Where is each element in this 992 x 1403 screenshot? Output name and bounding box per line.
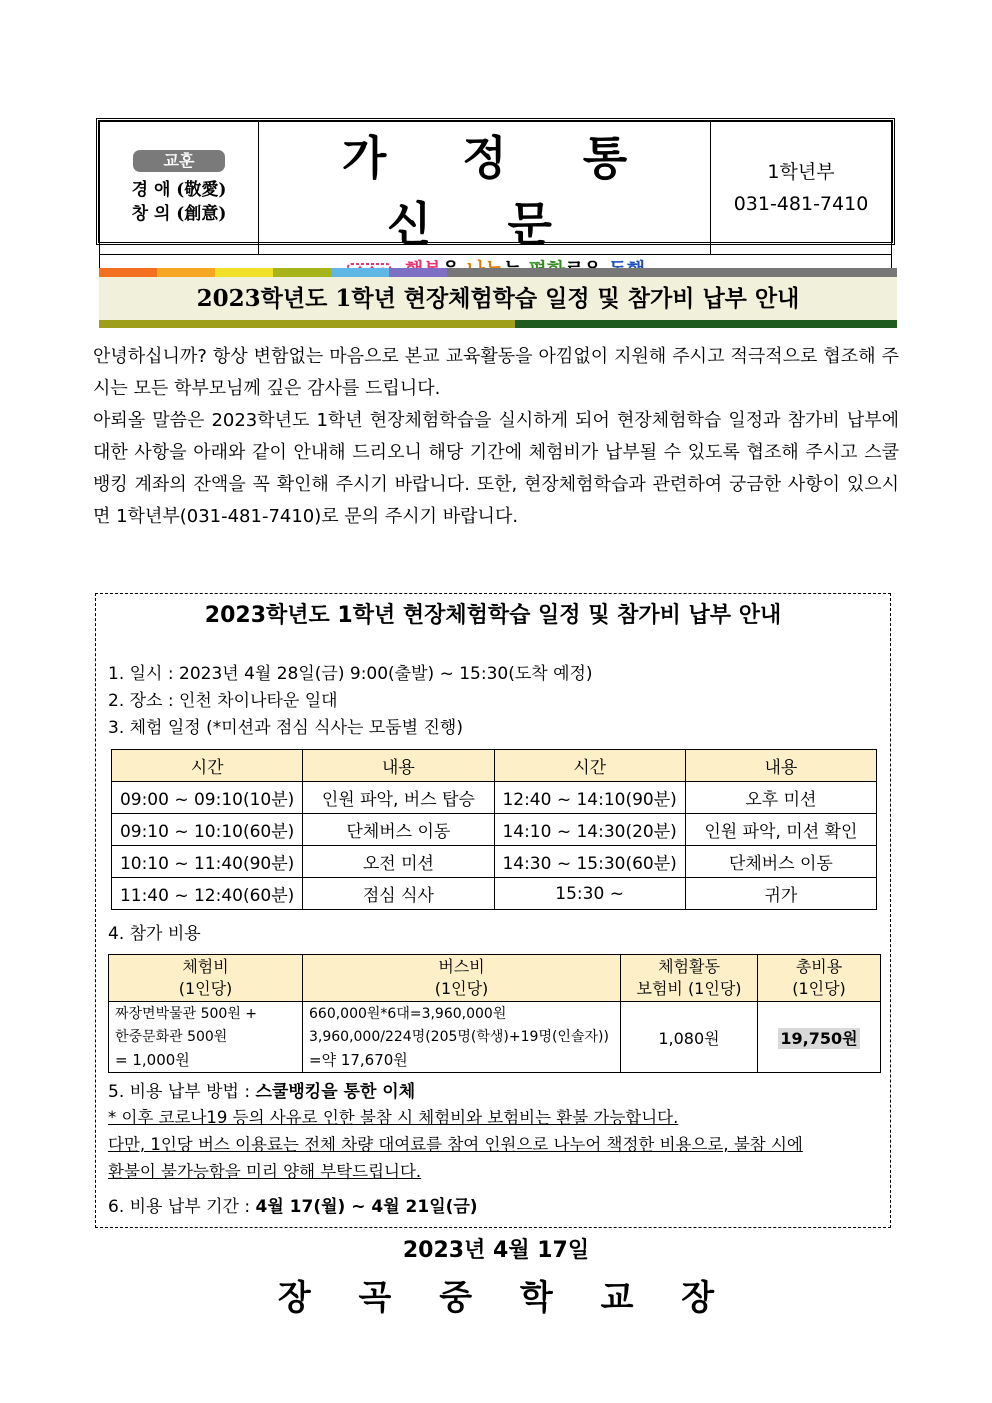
cost-header-experience: [109, 955, 303, 1002]
cost-header-line: 총비용: [795, 957, 843, 976]
table-row: [112, 878, 877, 910]
schedule-cell: 14:30 ~ 15:30(60분): [494, 846, 685, 878]
cost-header-line: 체험활동: [658, 957, 720, 976]
cost-header-bus: [303, 955, 621, 1002]
banner-stripe-segment: [99, 320, 515, 328]
schedule-header-row: [112, 750, 877, 782]
schedule-cell: 점심 식사: [303, 878, 494, 910]
table-row: [112, 782, 877, 814]
banner-stripe-segment: [447, 268, 897, 277]
item-payment-period: [108, 1194, 478, 1220]
item-place: 2. 장소 : 인천 차이나타운 일대: [108, 691, 338, 711]
cost-header-line: (1인당): [434, 979, 489, 998]
item-date: 1. 일시 : 2023년 4월 28일(금) 9:00(출발) ~ 15:30(도착 예정): [108, 664, 593, 684]
bus-fee-note-line-1: 다만, 1인당 버스 이용료는 전체 차량 대여료를 참여 인원으로 나누어 책정한 비용으로, 불참 시에: [108, 1135, 803, 1154]
item-bold: 스쿨뱅킹을 통한 이체: [255, 1082, 416, 1102]
banner-stripe-segment: [215, 268, 273, 277]
cost-header-row: [109, 955, 881, 1002]
dept-name: 1학년부: [767, 161, 835, 183]
cost-header-line: 보험비 (1인당): [636, 979, 742, 998]
cost-header-total: [758, 955, 881, 1002]
schedule-header: 내용: [685, 750, 876, 782]
motto-cell: [100, 122, 259, 255]
cost-bus-cell: [303, 1002, 621, 1073]
item-prefix: 5. 비용 납부 방법 :: [108, 1082, 256, 1102]
banner-stripe-segment: [331, 268, 389, 277]
cost-header-insurance: [621, 955, 758, 1002]
schedule-cell: 오후 미션: [685, 782, 876, 814]
schedule-cell: 인원 파악, 미션 확인: [685, 814, 876, 846]
page-title: 가 정 통 신 문: [341, 131, 658, 251]
cost-header-line: 버스비: [438, 957, 485, 976]
schedule-table: [111, 749, 877, 910]
cost-line: =약 17,670원: [309, 1050, 408, 1069]
cost-header-line: (1인당): [792, 979, 846, 998]
banner-stripe-segment: [389, 268, 447, 277]
banner-title: 2023학년도 1학년 현장체험학습 일정 및 참가비 납부 안내: [99, 277, 897, 320]
cost-header-line: 체험비: [182, 957, 229, 976]
cost-line: 짜장면박물관 500원 +: [115, 1005, 258, 1022]
title-banner: [99, 268, 897, 330]
item-bold: 4월 17(월) ~ 4월 21일(금): [255, 1197, 478, 1217]
dept-phone: 031-481-7410: [733, 193, 869, 215]
table-row: [109, 1002, 881, 1073]
table-row: [112, 846, 877, 878]
cost-line: 한중문화관 500원: [115, 1028, 228, 1045]
cost-line: = 1,000원: [115, 1050, 190, 1069]
schedule-cell: 인원 파악, 버스 탑승: [303, 782, 494, 814]
cost-line: 3,960,000/224명(205명(학생)+19명(인솔자)): [309, 1028, 609, 1045]
motto-badge: 교훈: [133, 150, 225, 172]
schedule-cell: 단체버스 이동: [685, 846, 876, 878]
issue-date: 2023년 4월 17일: [402, 1238, 590, 1263]
banner-bottom-stripe: [99, 320, 897, 328]
header-box: [96, 118, 895, 251]
cost-experience-cell: [109, 1002, 303, 1073]
banner-stripe-segment: [157, 268, 215, 277]
schedule-cell: 10:10 ~ 11:40(90분): [112, 846, 303, 878]
schedule-header: 내용: [303, 750, 494, 782]
motto-line-2: 창 의 (創意): [131, 204, 227, 224]
banner-stripe-segment: [515, 320, 897, 328]
banner-top-stripe: [99, 268, 897, 277]
schedule-cell: 오전 미션: [303, 846, 494, 878]
refund-note: * 이후 코로나19 등의 사유로 인한 불참 시 체험비와 보험비는 환불 가능합니다.: [108, 1108, 679, 1127]
intro-paragraph-2: 아뢰올 말씀은 2023학년도 1학년 현장체험학습을 실시하게 되어 현장체험학습 일정과 참가비 납부에 대한 사항을 아래와 같이 안내해 드리오니 해당 기간에 체험비가 납부될 수 있도록 협조해 주시고 스쿨뱅킹 계좌의 잔액을 꼭 확인해 주시기 바랍니다. 또한, 현장체험학습과 관련하여 궁금한 사항이 있으시면 1학년부(031-481-7410)로 문의 주시기 바랍니다.: [93, 410, 899, 527]
cost-table: [108, 954, 881, 1073]
schedule-cell: 15:30 ~: [494, 878, 685, 910]
cost-header-line: (1인당): [178, 979, 233, 998]
title-cell: [259, 122, 711, 255]
table-row: [112, 814, 877, 846]
bus-fee-note-line-2: 환불이 불가능함을 미리 양해 부탁드립니다.: [108, 1162, 422, 1181]
notice-title: 2023학년도 1학년 현장체험학습 일정 및 참가비 납부 안내: [204, 603, 782, 628]
schedule-cell: 09:10 ~ 10:10(60분): [112, 814, 303, 846]
schedule-cell: 14:10 ~ 14:30(20분): [494, 814, 685, 846]
schedule-cell: 09:00 ~ 09:10(10분): [112, 782, 303, 814]
item-cost-heading: 4. 참가 비용: [108, 924, 201, 944]
schedule-cell: 11:40 ~ 12:40(60분): [112, 878, 303, 910]
schedule-header: 시간: [112, 750, 303, 782]
principal-signature: 장 곡 중 학 교 장: [277, 1278, 733, 1318]
banner-stripe-segment: [273, 268, 331, 277]
item-prefix: 6. 비용 납부 기간 :: [108, 1197, 256, 1217]
cost-total-cell: [758, 1002, 881, 1073]
schedule-cell: 12:40 ~ 14:10(90분): [494, 782, 685, 814]
item-schedule-heading: 3. 체험 일정 (*미션과 점심 식사는 모둠별 진행): [108, 718, 463, 738]
cost-total-value: 19,750원: [780, 1028, 858, 1048]
cost-insurance-cell: 1,080원: [621, 1002, 758, 1073]
schedule-cell: 단체버스 이동: [303, 814, 494, 846]
schedule-cell: 귀가: [685, 878, 876, 910]
schedule-header: 시간: [494, 750, 685, 782]
banner-stripe-segment: [99, 268, 157, 277]
item-payment-method: [108, 1079, 415, 1105]
motto-line-1: 경 애 (敬愛): [131, 180, 227, 200]
intro-paragraph-1: 안녕하십니까? 항상 변함없는 마음으로 본교 교육활동을 아낌없이 지원해 주시고 적극적으로 협조해 주시는 모든 학부모님께 깊은 감사를 드립니다.: [93, 346, 899, 399]
notice-box: [95, 593, 891, 1228]
cost-line: 660,000원*6대=3,960,000원: [309, 1005, 507, 1022]
dept-cell: [711, 122, 892, 255]
